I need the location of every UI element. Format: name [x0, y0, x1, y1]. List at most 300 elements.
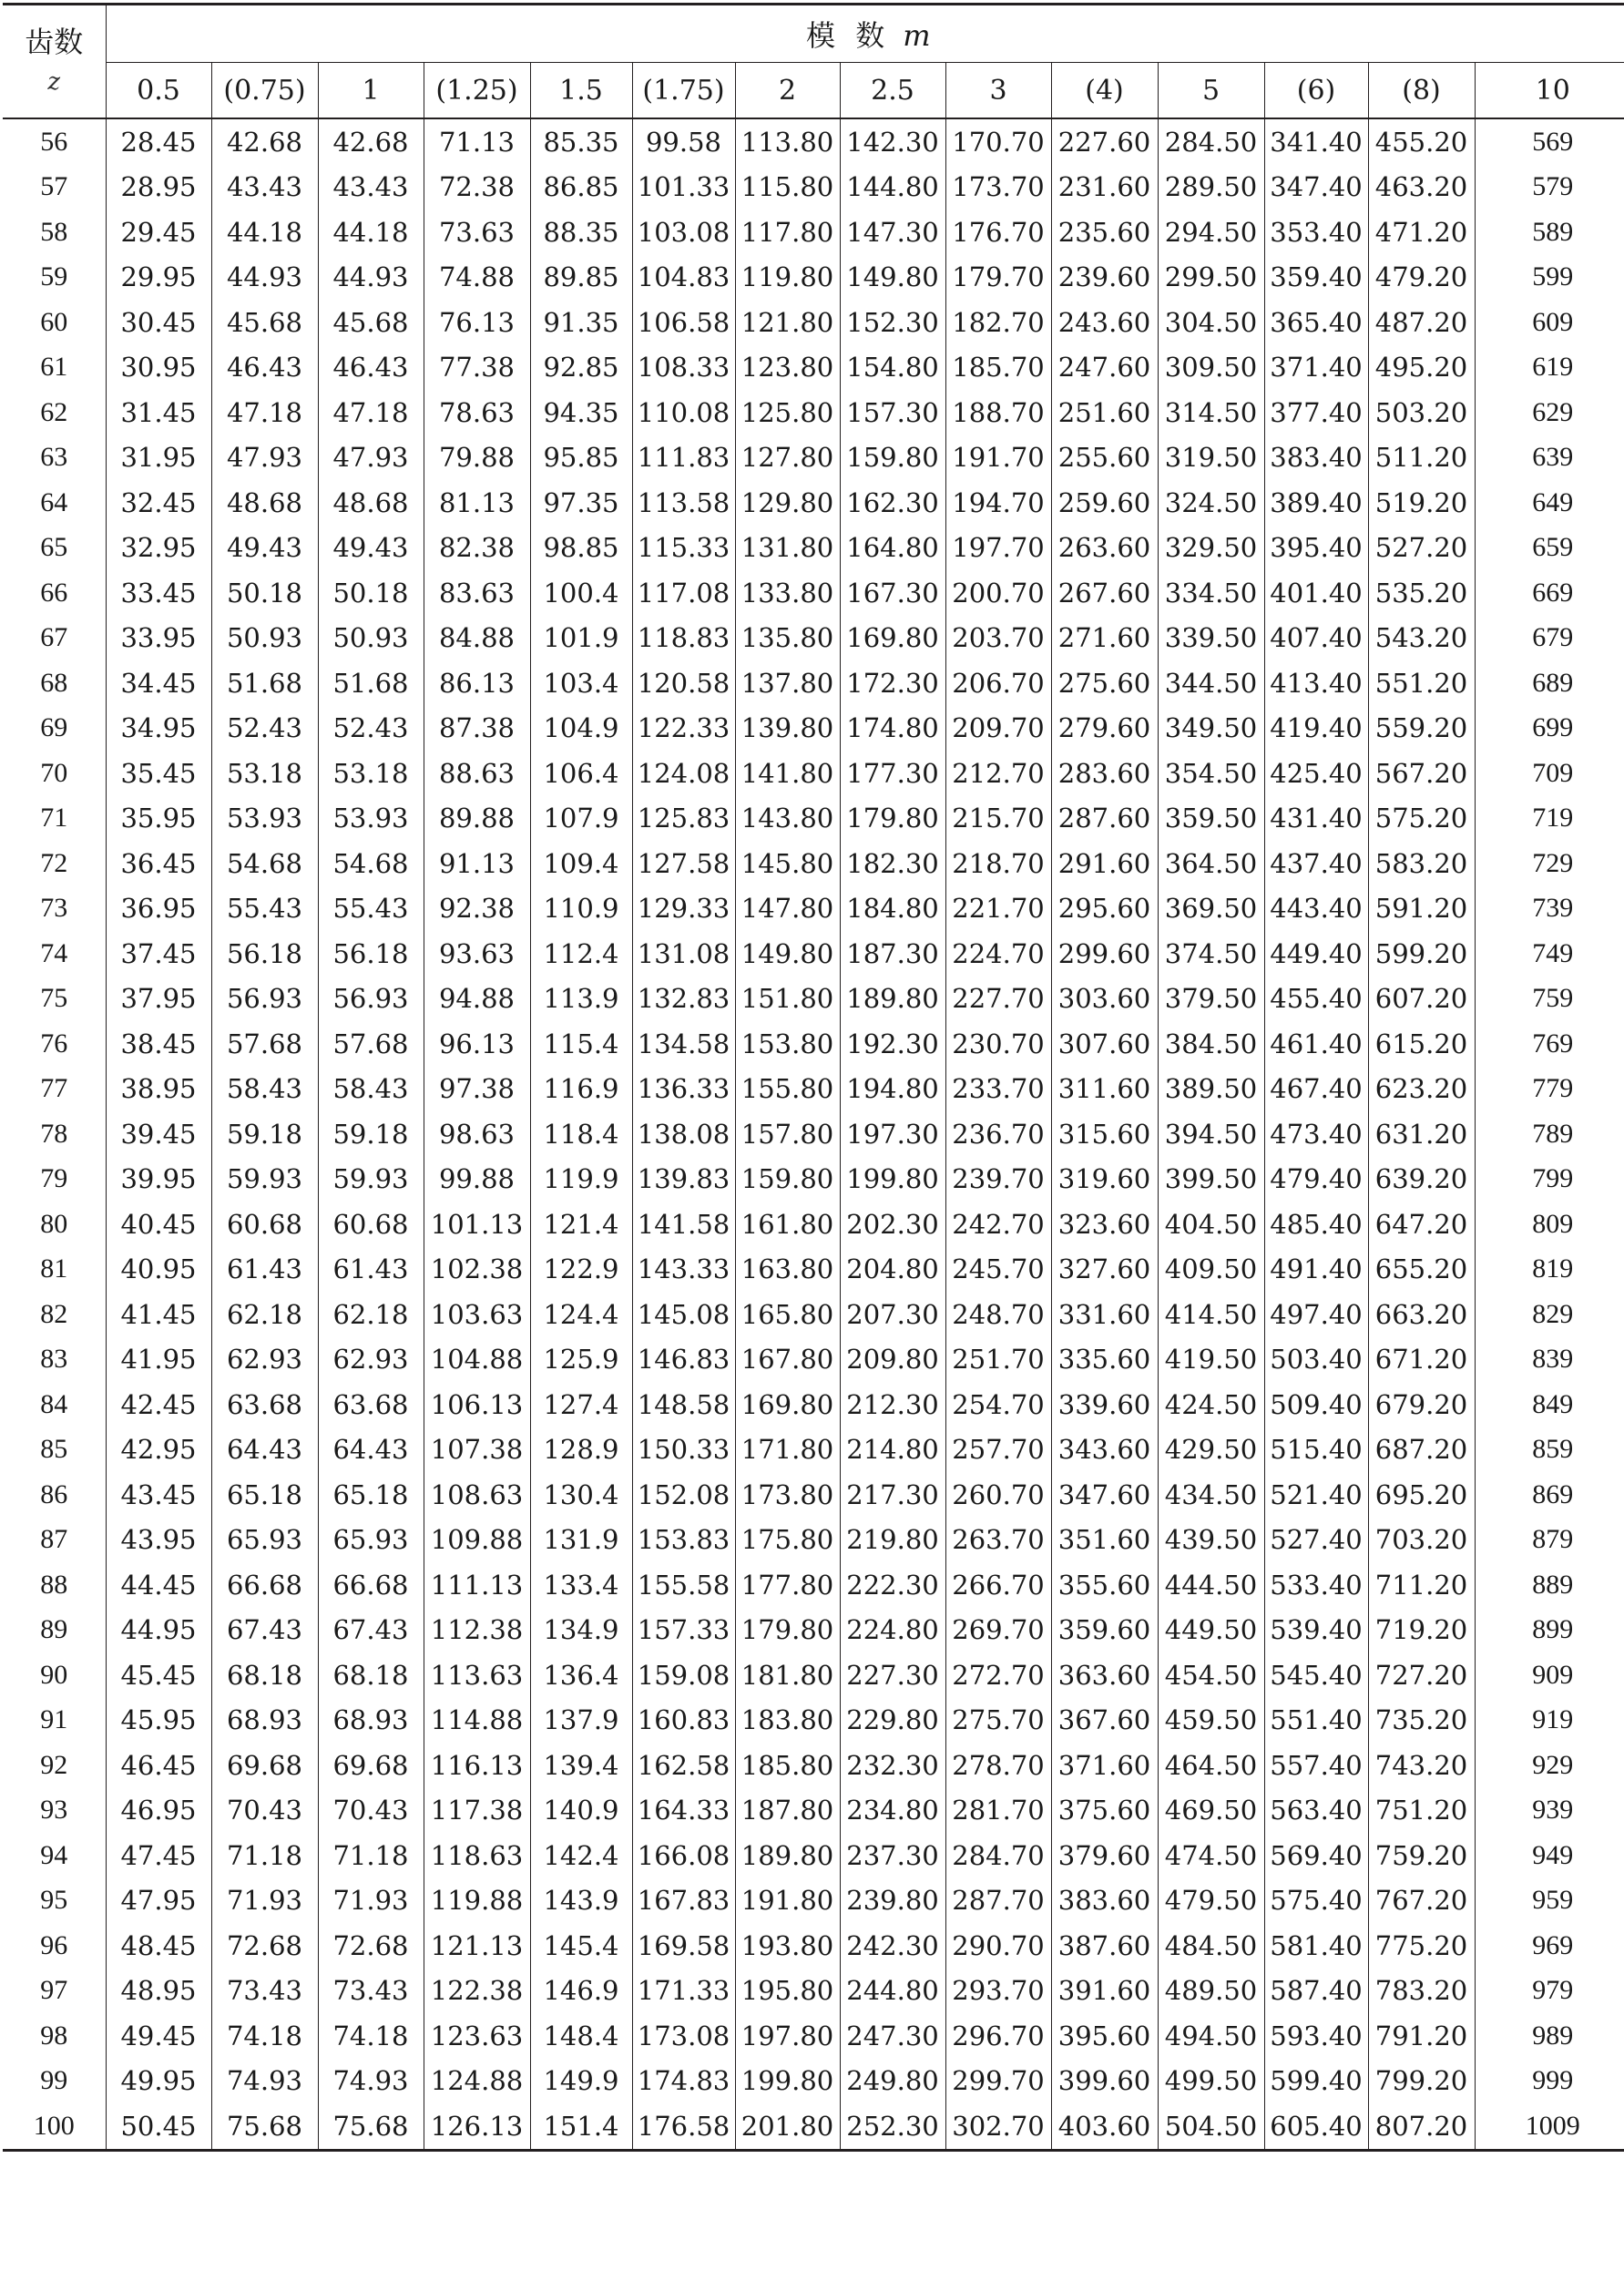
- value-cell: 107.9: [530, 796, 632, 842]
- value-cell: 191.70: [945, 435, 1051, 481]
- teeth-count-cell: 58: [3, 210, 106, 255]
- teeth-count-cell: 77: [3, 1067, 106, 1112]
- value-cell: 187.80: [735, 1788, 840, 1834]
- value-cell: 65.18: [318, 1472, 424, 1518]
- value-cell: 143.9: [530, 1878, 632, 1924]
- value-cell: 323.60: [1051, 1202, 1158, 1247]
- value-cell: 401.40: [1264, 570, 1368, 616]
- value-cell: 88.63: [424, 751, 530, 796]
- value-cell: 449.40: [1264, 931, 1368, 977]
- teeth-count-cell: 57: [3, 165, 106, 210]
- value-cell: 130.4: [530, 1472, 632, 1518]
- value-cell: 113.63: [424, 1652, 530, 1698]
- value-cell: 74.18: [211, 2013, 318, 2059]
- table-row: [3, 2059, 1624, 2104]
- value-cell: 127.80: [735, 435, 840, 481]
- module-table: [3, 3, 1624, 2152]
- value-cell: 424.50: [1158, 1382, 1264, 1427]
- value-cell: 147.30: [840, 210, 945, 255]
- value-cell: 69.68: [211, 1743, 318, 1788]
- value-cell: 193.80: [735, 1923, 840, 1969]
- value-cell: 99.58: [632, 118, 735, 165]
- value-cell: 431.40: [1264, 796, 1368, 842]
- value-cell: 79.88: [424, 435, 530, 481]
- value-cell: 99.88: [424, 1157, 530, 1202]
- value-cell: 53.18: [318, 751, 424, 796]
- value-cell: 123.80: [735, 345, 840, 391]
- value-cell: 735.20: [1368, 1698, 1475, 1744]
- value-cell: 113.80: [735, 118, 840, 165]
- value-cell: 68.93: [318, 1698, 424, 1744]
- value-cell: 287.70: [945, 1878, 1051, 1924]
- value-cell: 36.95: [106, 886, 211, 932]
- value-cell: 695.20: [1368, 1472, 1475, 1518]
- value-cell: 43.43: [211, 165, 318, 210]
- module-column-header: 1.5: [530, 63, 632, 119]
- value-cell: 467.40: [1264, 1067, 1368, 1112]
- table-row: [3, 841, 1624, 886]
- teeth-count-cell: 63: [3, 435, 106, 481]
- table-row: [3, 1518, 1624, 1563]
- value-cell: 689: [1475, 660, 1624, 706]
- value-cell: 491.40: [1264, 1247, 1368, 1293]
- value-cell: 85.35: [530, 118, 632, 165]
- value-cell: 76.13: [424, 300, 530, 345]
- value-cell: 271.60: [1051, 616, 1158, 661]
- teeth-count-cell: 62: [3, 390, 106, 435]
- value-cell: 206.70: [945, 660, 1051, 706]
- value-cell: 209.70: [945, 706, 1051, 752]
- value-cell: 46.45: [106, 1743, 211, 1788]
- value-cell: 171.33: [632, 1969, 735, 2014]
- value-cell: 403.60: [1051, 2103, 1158, 2150]
- value-cell: 127.58: [632, 841, 735, 886]
- value-cell: 249.80: [840, 2059, 945, 2104]
- value-cell: 47.95: [106, 1878, 211, 1924]
- value-cell: 434.50: [1158, 1472, 1264, 1518]
- value-cell: 135.80: [735, 616, 840, 661]
- value-cell: 909: [1475, 1652, 1624, 1698]
- table-row: [3, 2013, 1624, 2059]
- teeth-count-cell: 60: [3, 300, 106, 345]
- value-cell: 67.43: [318, 1608, 424, 1653]
- value-cell: 92.38: [424, 886, 530, 932]
- value-cell: 114.88: [424, 1698, 530, 1744]
- value-cell: 123.63: [424, 2013, 530, 2059]
- value-cell: 307.60: [1051, 1021, 1158, 1067]
- value-cell: 63.68: [318, 1382, 424, 1427]
- value-cell: 137.80: [735, 660, 840, 706]
- value-cell: 49.43: [318, 526, 424, 571]
- value-cell: 775.20: [1368, 1923, 1475, 1969]
- value-cell: 581.40: [1264, 1923, 1368, 1969]
- value-cell: 65.93: [318, 1518, 424, 1563]
- value-cell: 407.40: [1264, 616, 1368, 661]
- value-cell: 233.70: [945, 1067, 1051, 1112]
- value-cell: 239.70: [945, 1157, 1051, 1202]
- value-cell: 78.63: [424, 390, 530, 435]
- value-cell: 215.70: [945, 796, 1051, 842]
- value-cell: 257.70: [945, 1427, 1051, 1473]
- teeth-count-label: 齿数: [25, 24, 84, 59]
- teeth-count-cell: 79: [3, 1157, 106, 1202]
- teeth-count-cell: 87: [3, 1518, 106, 1563]
- value-cell: 449.50: [1158, 1608, 1264, 1653]
- value-cell: 96.13: [424, 1021, 530, 1067]
- value-cell: 108.33: [632, 345, 735, 391]
- value-cell: 59.93: [318, 1157, 424, 1202]
- value-cell: 443.40: [1264, 886, 1368, 932]
- value-cell: 141.80: [735, 751, 840, 796]
- value-cell: 659: [1475, 526, 1624, 571]
- value-cell: 33.95: [106, 616, 211, 661]
- value-cell: 89.85: [530, 255, 632, 301]
- value-cell: 54.68: [318, 841, 424, 886]
- value-cell: 145.4: [530, 1923, 632, 1969]
- value-cell: 47.93: [318, 435, 424, 481]
- value-cell: 118.83: [632, 616, 735, 661]
- value-cell: 146.83: [632, 1337, 735, 1383]
- teeth-count-cell: 73: [3, 886, 106, 932]
- value-cell: 53.93: [211, 796, 318, 842]
- value-cell: 65.18: [211, 1472, 318, 1518]
- value-cell: 222.30: [840, 1562, 945, 1608]
- value-cell: 44.18: [318, 210, 424, 255]
- value-cell: 275.70: [945, 1698, 1051, 1744]
- value-cell: 132.83: [632, 977, 735, 1022]
- value-cell: 115.4: [530, 1021, 632, 1067]
- value-cell: 111.13: [424, 1562, 530, 1608]
- value-cell: 66.68: [318, 1562, 424, 1608]
- value-cell: 248.70: [945, 1292, 1051, 1337]
- value-cell: 287.60: [1051, 796, 1158, 842]
- value-cell: 31.95: [106, 435, 211, 481]
- value-cell: 142.4: [530, 1833, 632, 1878]
- table-row: [3, 931, 1624, 977]
- value-cell: 187.30: [840, 931, 945, 977]
- value-cell: 103.4: [530, 660, 632, 706]
- value-cell: 239.60: [1051, 255, 1158, 301]
- teeth-count-cell: 56: [3, 118, 106, 165]
- value-cell: 615.20: [1368, 1021, 1475, 1067]
- value-cell: 65.93: [211, 1518, 318, 1563]
- value-cell: 181.80: [735, 1652, 840, 1698]
- value-cell: 81.13: [424, 480, 530, 526]
- value-cell: 679.20: [1368, 1382, 1475, 1427]
- teeth-count-cell: 97: [3, 1969, 106, 2014]
- value-cell: 74.93: [318, 2059, 424, 2104]
- value-cell: 165.80: [735, 1292, 840, 1337]
- value-cell: 54.68: [211, 841, 318, 886]
- module-values-row: [3, 63, 1624, 119]
- value-cell: 391.60: [1051, 1969, 1158, 2014]
- value-cell: 487.20: [1368, 300, 1475, 345]
- value-cell: 103.08: [632, 210, 735, 255]
- value-cell: 485.40: [1264, 1202, 1368, 1247]
- value-cell: 177.30: [840, 751, 945, 796]
- value-cell: 464.50: [1158, 1743, 1264, 1788]
- value-cell: 437.40: [1264, 841, 1368, 886]
- value-cell: 127.4: [530, 1382, 632, 1427]
- value-cell: 439.50: [1158, 1518, 1264, 1563]
- teeth-count-cell: 68: [3, 660, 106, 706]
- module-column-header: 10: [1475, 63, 1624, 119]
- value-cell: 125.83: [632, 796, 735, 842]
- value-cell: 509.40: [1264, 1382, 1368, 1427]
- value-cell: 364.50: [1158, 841, 1264, 886]
- value-cell: 47.93: [211, 435, 318, 481]
- value-cell: 341.40: [1264, 118, 1368, 165]
- module-column-header: (1.25): [424, 63, 530, 119]
- value-cell: 371.40: [1264, 345, 1368, 391]
- value-cell: 144.80: [840, 165, 945, 210]
- value-cell: 729: [1475, 841, 1624, 886]
- value-cell: 473.40: [1264, 1111, 1368, 1157]
- value-cell: 375.60: [1051, 1788, 1158, 1834]
- value-cell: 72.68: [211, 1923, 318, 1969]
- teeth-count-cell: 66: [3, 570, 106, 616]
- table-row: [3, 435, 1624, 481]
- table-row: [3, 1337, 1624, 1383]
- value-cell: 999: [1475, 2059, 1624, 2104]
- value-cell: 289.50: [1158, 165, 1264, 210]
- value-cell: 142.30: [840, 118, 945, 165]
- value-cell: 91.35: [530, 300, 632, 345]
- value-cell: 395.60: [1051, 2013, 1158, 2059]
- value-cell: 94.88: [424, 977, 530, 1022]
- value-cell: 149.80: [735, 931, 840, 977]
- value-cell: 115.80: [735, 165, 840, 210]
- value-cell: 36.45: [106, 841, 211, 886]
- value-cell: 545.40: [1264, 1652, 1368, 1698]
- value-cell: 153.83: [632, 1518, 735, 1563]
- value-cell: 355.60: [1051, 1562, 1158, 1608]
- value-cell: 515.40: [1264, 1427, 1368, 1473]
- value-cell: 699: [1475, 706, 1624, 752]
- value-cell: 116.13: [424, 1743, 530, 1788]
- value-cell: 214.80: [840, 1427, 945, 1473]
- value-cell: 789: [1475, 1111, 1624, 1157]
- value-cell: 87.38: [424, 706, 530, 752]
- table-body: [3, 118, 1624, 2150]
- value-cell: 89.88: [424, 796, 530, 842]
- value-cell: 97.35: [530, 480, 632, 526]
- table-row: [3, 1923, 1624, 1969]
- value-cell: 141.58: [632, 1202, 735, 1247]
- teeth-count-cell: 75: [3, 977, 106, 1022]
- value-cell: 369.50: [1158, 886, 1264, 932]
- value-cell: 56.93: [318, 977, 424, 1022]
- value-cell: 212.30: [840, 1382, 945, 1427]
- value-cell: 743.20: [1368, 1743, 1475, 1788]
- value-cell: 128.9: [530, 1427, 632, 1473]
- value-cell: 43.45: [106, 1472, 211, 1518]
- value-cell: 299.50: [1158, 255, 1264, 301]
- value-cell: 44.95: [106, 1608, 211, 1653]
- value-cell: 51.68: [318, 660, 424, 706]
- value-cell: 759: [1475, 977, 1624, 1022]
- value-cell: 74.88: [424, 255, 530, 301]
- table-row: [3, 1382, 1624, 1427]
- value-cell: 68.18: [211, 1652, 318, 1698]
- value-cell: 134.9: [530, 1608, 632, 1653]
- teeth-count-cell: 99: [3, 2059, 106, 2104]
- value-cell: 86.85: [530, 165, 632, 210]
- value-cell: 185.70: [945, 345, 1051, 391]
- value-cell: 176.58: [632, 2103, 735, 2150]
- value-cell: 279.60: [1051, 706, 1158, 752]
- value-cell: 319.50: [1158, 435, 1264, 481]
- table-row: [3, 1698, 1624, 1744]
- value-cell: 60.68: [318, 1202, 424, 1247]
- value-cell: 409.50: [1158, 1247, 1264, 1293]
- value-cell: 33.45: [106, 570, 211, 616]
- value-cell: 539.40: [1264, 1608, 1368, 1653]
- value-cell: 247.60: [1051, 345, 1158, 391]
- value-cell: 30.95: [106, 345, 211, 391]
- value-cell: 383.60: [1051, 1878, 1158, 1924]
- value-cell: 543.20: [1368, 616, 1475, 661]
- value-cell: 49.95: [106, 2059, 211, 2104]
- value-cell: 149.80: [840, 255, 945, 301]
- value-cell: 161.80: [735, 1202, 840, 1247]
- value-cell: 139.83: [632, 1157, 735, 1202]
- value-cell: 97.38: [424, 1067, 530, 1112]
- value-cell: 50.18: [318, 570, 424, 616]
- value-cell: 829: [1475, 1292, 1624, 1337]
- value-cell: 799: [1475, 1157, 1624, 1202]
- table-row: [3, 706, 1624, 752]
- table-row: [3, 751, 1624, 796]
- value-cell: 73.43: [211, 1969, 318, 2014]
- value-cell: 38.95: [106, 1067, 211, 1112]
- value-cell: 959: [1475, 1878, 1624, 1924]
- value-cell: 251.70: [945, 1337, 1051, 1383]
- value-cell: 41.45: [106, 1292, 211, 1337]
- value-cell: 41.95: [106, 1337, 211, 1383]
- value-cell: 353.40: [1264, 210, 1368, 255]
- value-cell: 154.80: [840, 345, 945, 391]
- value-cell: 461.40: [1264, 1021, 1368, 1067]
- value-cell: 55.43: [211, 886, 318, 932]
- value-cell: 359.40: [1264, 255, 1368, 301]
- value-cell: 157.33: [632, 1608, 735, 1653]
- value-cell: 68.18: [318, 1652, 424, 1698]
- value-cell: 291.60: [1051, 841, 1158, 886]
- value-cell: 45.68: [211, 300, 318, 345]
- value-cell: 93.63: [424, 931, 530, 977]
- value-cell: 63.68: [211, 1382, 318, 1427]
- value-cell: 639: [1475, 435, 1624, 481]
- value-cell: 527.20: [1368, 526, 1475, 571]
- value-cell: 339.60: [1051, 1382, 1158, 1427]
- teeth-count-cell: 94: [3, 1833, 106, 1878]
- value-cell: 139.4: [530, 1743, 632, 1788]
- value-cell: 145.80: [735, 841, 840, 886]
- value-cell: 48.68: [318, 480, 424, 526]
- value-cell: 404.50: [1158, 1202, 1264, 1247]
- module-header: [106, 5, 1624, 63]
- value-cell: 92.85: [530, 345, 632, 391]
- value-cell: 679: [1475, 616, 1624, 661]
- value-cell: 197.30: [840, 1111, 945, 1157]
- value-cell: 70.43: [318, 1788, 424, 1834]
- value-cell: 384.50: [1158, 1021, 1264, 1067]
- value-cell: 177.80: [735, 1562, 840, 1608]
- value-cell: 164.80: [840, 526, 945, 571]
- value-cell: 503.40: [1264, 1337, 1368, 1383]
- value-cell: 399.50: [1158, 1157, 1264, 1202]
- table-row: [3, 1247, 1624, 1293]
- value-cell: 197.80: [735, 2013, 840, 2059]
- value-cell: 293.70: [945, 1969, 1051, 2014]
- value-cell: 153.80: [735, 1021, 840, 1067]
- value-cell: 567.20: [1368, 751, 1475, 796]
- value-cell: 69.68: [318, 1743, 424, 1788]
- teeth-count-cell: 95: [3, 1878, 106, 1924]
- value-cell: 61.43: [318, 1247, 424, 1293]
- value-cell: 167.80: [735, 1337, 840, 1383]
- value-cell: 119.80: [735, 255, 840, 301]
- value-cell: 454.50: [1158, 1652, 1264, 1698]
- value-cell: 444.50: [1158, 1562, 1264, 1608]
- value-cell: 347.60: [1051, 1472, 1158, 1518]
- value-cell: 235.60: [1051, 210, 1158, 255]
- value-cell: 166.08: [632, 1833, 735, 1878]
- value-cell: 557.40: [1264, 1743, 1368, 1788]
- teeth-count-cell: 80: [3, 1202, 106, 1247]
- value-cell: 137.9: [530, 1698, 632, 1744]
- value-cell: 53.18: [211, 751, 318, 796]
- value-cell: 197.70: [945, 526, 1051, 571]
- value-cell: 839: [1475, 1337, 1624, 1383]
- value-cell: 783.20: [1368, 1969, 1475, 2014]
- value-cell: 117.38: [424, 1788, 530, 1834]
- value-cell: 59.18: [211, 1111, 318, 1157]
- teeth-count-cell: 100: [3, 2103, 106, 2150]
- value-cell: 58.43: [318, 1067, 424, 1112]
- value-cell: 42.68: [318, 118, 424, 165]
- teeth-count-cell: 81: [3, 1247, 106, 1293]
- value-cell: 263.60: [1051, 526, 1158, 571]
- value-cell: 283.60: [1051, 751, 1158, 796]
- table-row: [3, 1472, 1624, 1518]
- value-cell: 799.20: [1368, 2059, 1475, 2104]
- value-cell: 73.63: [424, 210, 530, 255]
- value-cell: 497.40: [1264, 1292, 1368, 1337]
- value-cell: 67.43: [211, 1608, 318, 1653]
- module-column-header: 0.5: [106, 63, 211, 119]
- value-cell: 86.13: [424, 660, 530, 706]
- teeth-count-cell: 67: [3, 616, 106, 661]
- value-cell: 204.80: [840, 1247, 945, 1293]
- value-cell: 119.88: [424, 1878, 530, 1924]
- value-cell: 107.38: [424, 1427, 530, 1473]
- value-cell: 45.68: [318, 300, 424, 345]
- table-row: [3, 526, 1624, 571]
- value-cell: 43.43: [318, 165, 424, 210]
- value-cell: 109.88: [424, 1518, 530, 1563]
- value-cell: 115.33: [632, 526, 735, 571]
- value-cell: 479.50: [1158, 1878, 1264, 1924]
- value-cell: 889: [1475, 1562, 1624, 1608]
- value-cell: 769: [1475, 1021, 1624, 1067]
- value-cell: 40.95: [106, 1247, 211, 1293]
- value-cell: 199.80: [735, 2059, 840, 2104]
- value-cell: 275.60: [1051, 660, 1158, 706]
- value-cell: 169.80: [735, 1382, 840, 1427]
- value-cell: 859: [1475, 1427, 1624, 1473]
